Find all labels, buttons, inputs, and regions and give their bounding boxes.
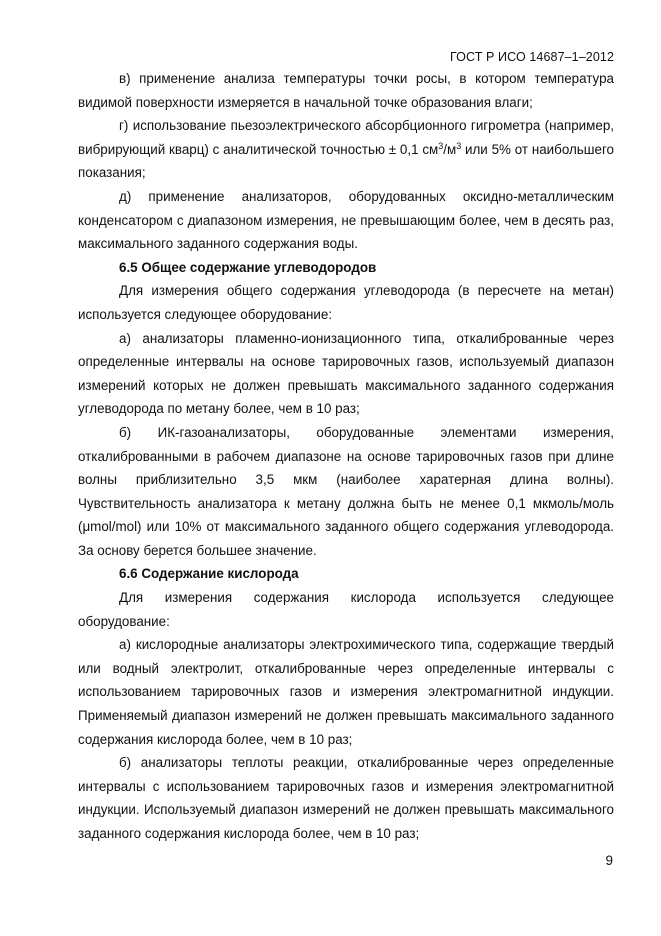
paragraph-item-g [78,114,614,185]
page-number: 9 [605,853,613,868]
paragraph-item-a-6-5: а) анализаторы пламенно-ионизационного типа, откалиброванные через определенные интервалы на основе тарировочных газов, используемый диапазон измерений которых не должен превышать максимального заданного содержания углеводорода по метану более, чем в 10 раз; [78,330,614,417]
section-intro-6-5: Для измерения общего содержания углеводорода (в пересчете на метан) используется следующее оборудование: [78,283,614,322]
section-intro-6-6: Для измерения содержания кислорода используется следующее оборудование: [78,590,614,629]
paragraph-text: или 5% от наибольшего показания; [78,141,614,181]
paragraph-text: г) использование пьезоэлектрического абсорбционного гигрометра (например, вибрирующий кварц) с аналитической точностью ± 0,1 см [78,118,614,157]
paragraph-item-b-6-6: б) анализаторы теплоты реакции, откалиброванные через определенные интервалы с использованием тарировочных газов и измерения электромагнитной индукции. Используемый диапазон измерений не должен превышать максимального заданного содержания кислорода более, чем в 10 раз; [78,755,614,841]
superscript: 3 [438,140,444,151]
paragraph-item-d: д) применение анализаторов, оборудованных оксидно-металлическим конденсатором с диапазоном измерения, не превышающим более, чем в десять раз, максимального заданного содержания воды. [78,188,614,252]
section-heading-6-5: 6.5 Общее содержание углеводородов [119,259,377,275]
document-body [78,67,614,846]
superscript: 3 [456,140,462,151]
paragraph-item-b-6-5: б) ИК-газоанализаторы, оборудованные элементами измерения, откалиброванными в рабочем диапазоне на основе тарировочных газов при длине волны приблизительно 3,5 мкм (наиболее харатерная длина волны). Чувствительность анализатора к метану должна быть не менее 0,1 мкмоль/моль (μmol/mol) или 10% от максимального заданного общего содержания углеводорода. За основу берется большее значение. [78,424,614,558]
paragraph-item-v: в) применение анализа температуры точки росы, в котором температура видимой поверхности измеряется в начальной точке образования влаги; [78,71,614,110]
paragraph-text: /м [443,141,457,157]
section-heading-6-6: 6.6 Содержание кислорода [119,566,299,582]
paragraph-item-a-6-6: а) кислородные анализаторы электрохимического типа, содержащие твердый или водный электролит, откалиброванные через определенные интервалы с использованием тарировочных газов и измерения электромагнитной индукции. Применяемый диапазон измерений не должен превышать максимального заданного содержания кислорода более, чем в 10 раз; [78,637,614,747]
standard-header: ГОСТ Р ИСО 14687–1–2012 [450,50,614,64]
